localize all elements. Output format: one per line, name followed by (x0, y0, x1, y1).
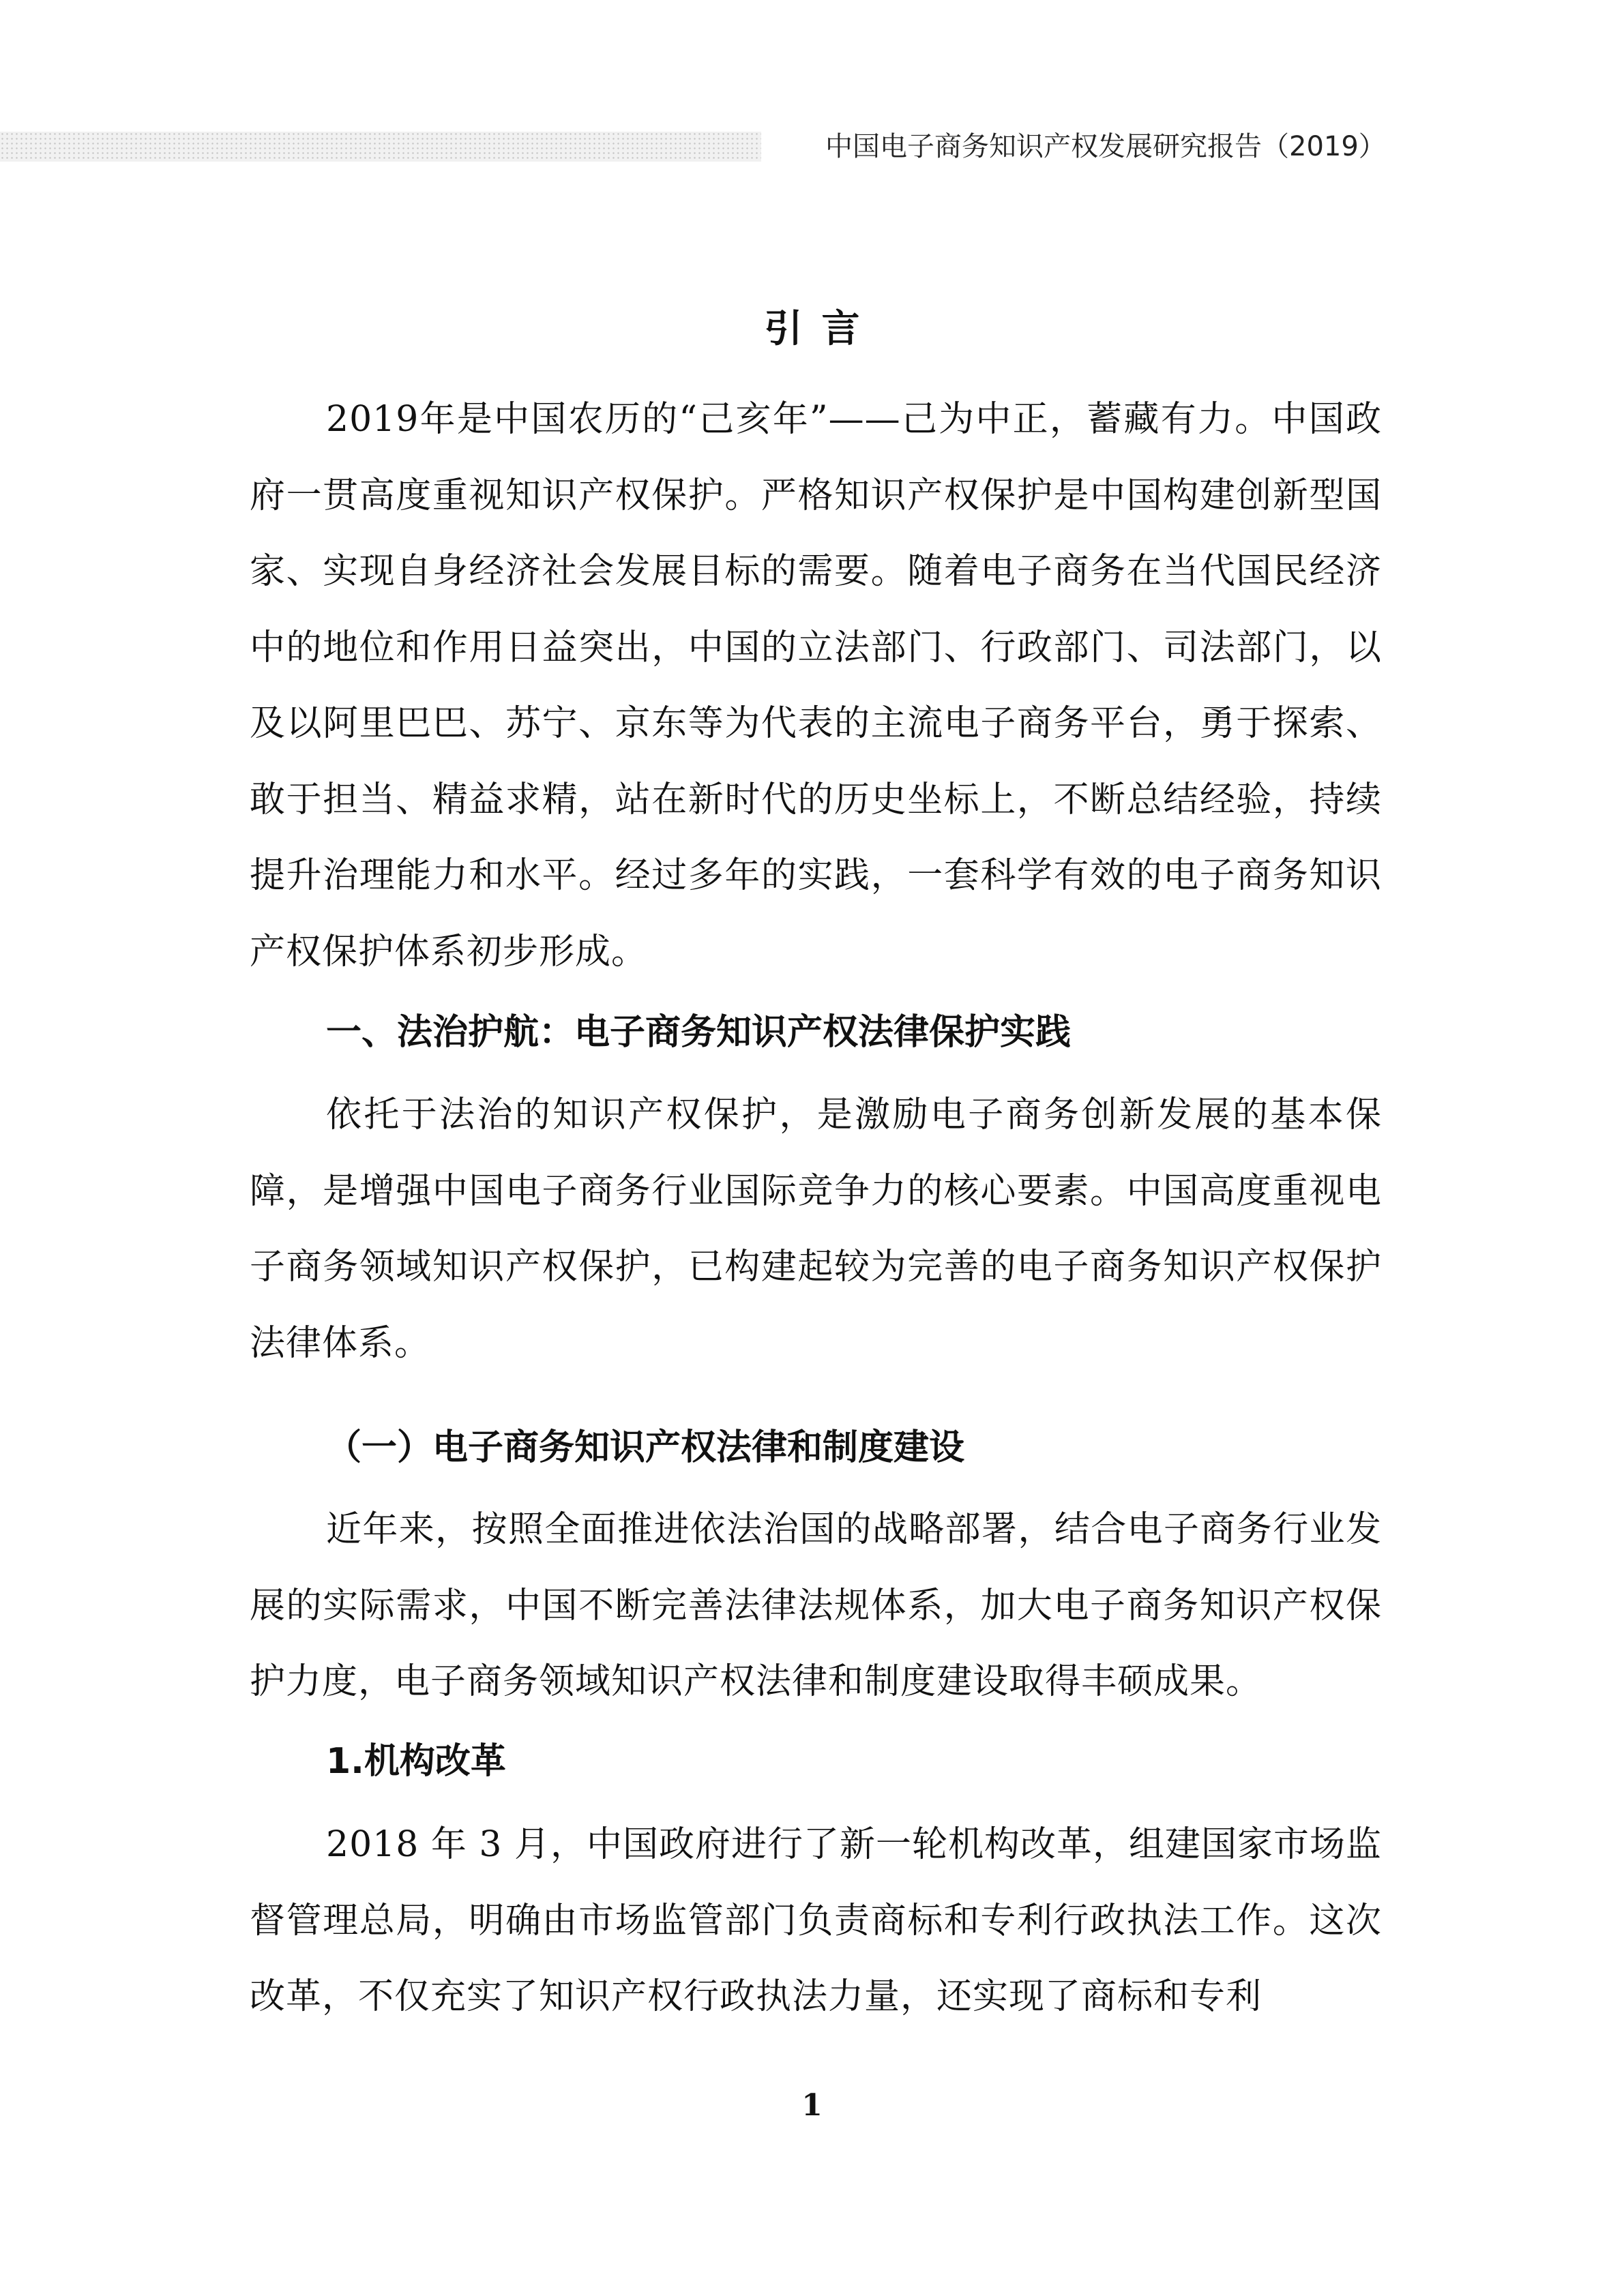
section-paragraph: 依托于法治的知识产权保护，是激励电子商务创新发展的基本保障，是增强中国电子商务行业国际竞争力的核心要素。中国高度重视电子商务领域知识产权保护，已构建起较为完善的电子商务知识产权保护法律体系。 (250, 1094, 1382, 1364)
item-paragraph: 2018 年 3 月，中国政府进行了新一轮机构改革，组建国家市场监督管理总局，明确由市场监管部门负责商标和专利行政执法工作。这次改革，不仅充实了知识产权行政执法力量，还实现了商标和专利 (250, 1824, 1383, 2017)
subsection-heading: （一）电子商务知识产权法律和制度建设 (326, 1427, 965, 1468)
running-header-title: 中国电子商务知识产权发展研究报告（2019） (825, 131, 1386, 162)
subsection-paragraph: 近年来，按照全面推进依法治国的战略部署，结合电子商务行业发展的实际需求，中国不断完善法律法规体系，加大电子商务知识产权保护力度，电子商务领域知识产权法律和制度建设取得丰硕成果。 (250, 1509, 1382, 1702)
page-title: 引言 (764, 307, 879, 351)
section-heading: 一、法治护航：电子商务知识产权法律保护实践 (326, 1012, 1072, 1053)
header-decorative-bar (0, 132, 761, 162)
item-heading: 1.机构改革 (326, 1741, 506, 1782)
intro-paragraph: 2019年是中国农历的“己亥年”——己为中正，蓄藏有力。中国政府一贯高度重视知识产权保护。严格知识产权保护是中国构建创新型国家、实现自身经济社会发展目标的需要。随着电子商务在当代国民经济中的地位和作用日益突出，中国的立法部门、行政部门、司法部门，以及以阿里巴巴、苏宁、京东等为代表的主流电子商务平台，勇于探索、敢于担当、精益求精，站在新时代的历史坐标上，不断总结经验，持续提升治理能力和水平。经过多年的实践，一套科学有效的电子商务知识产权保护体系初步形成。 (250, 399, 1382, 972)
page-number: 1 (801, 2088, 823, 2123)
